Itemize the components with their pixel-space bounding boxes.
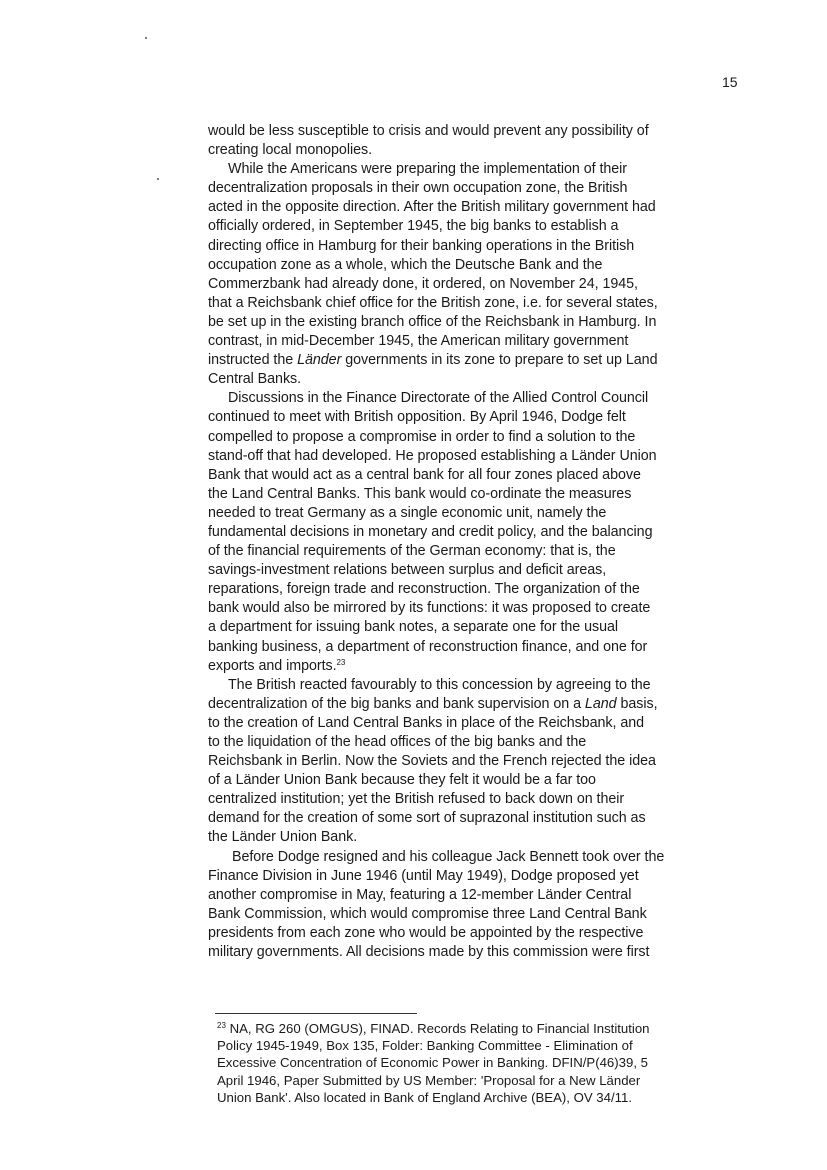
text-segment: decentralization of the big banks and bank supervision on a xyxy=(208,695,585,712)
text-line: Discussions in the Finance Directorate of the Allied Control Council xyxy=(228,390,649,407)
footnote-line: April 1946, Paper Submitted by US Member: 'Proposal for a New Länder xyxy=(217,1072,641,1088)
text-line: contrast, in mid-December 1945, the American military government xyxy=(208,333,629,350)
text-line: would be less susceptible to crisis and would prevent any possibility of xyxy=(208,123,649,139)
footnote-line xyxy=(217,1020,737,1037)
paragraph-3 xyxy=(208,389,753,675)
body-text xyxy=(208,122,753,962)
text-line-with-italic xyxy=(208,351,753,370)
text-line: Commerzbank had already done, it ordered, on November 24, 1945, xyxy=(208,275,638,292)
text-line: bank would also be mirrored by its functions: it was proposed to create xyxy=(208,600,651,617)
text-segment: basis, xyxy=(616,695,658,712)
text-segment: exports and imports. xyxy=(208,657,337,674)
text-line: that a Reichsbank chief office for the British zone, i.e. for several states, xyxy=(208,294,658,311)
text-segment: governments in its zone to prepare to set up Land xyxy=(341,352,658,369)
text-line: centralized institution; yet the British refused to back down on their xyxy=(208,791,625,808)
scan-speck xyxy=(157,178,159,180)
text-line: continued to meet with British opposition. By April 1946, Dodge felt xyxy=(208,409,626,426)
footnote-number: 23 xyxy=(217,1021,226,1030)
text-line: savings-investment relations between surplus and deficit areas, xyxy=(208,562,607,579)
footnote-separator xyxy=(215,1013,417,1014)
text-line: another compromise in May, featuring a 12-member Länder Central xyxy=(208,886,632,903)
text-line: to the liquidation of the head offices of the big banks and the xyxy=(208,734,587,750)
italic-term: Land xyxy=(584,695,617,712)
text-line: stand-off that had developed. He proposed establishing a Länder Union xyxy=(208,447,657,464)
text-line-with-footnote-ref xyxy=(208,657,753,676)
text-line: reparations, foreign trade and reconstruction. The organization of the xyxy=(208,581,640,598)
paragraph-4 xyxy=(208,676,753,848)
text-line: to the creation of Land Central Banks in place of the Reichsbank, and xyxy=(208,714,645,731)
text-line: Bank that would act as a central bank for all four zones placed above xyxy=(208,466,641,483)
scan-speck xyxy=(145,37,147,39)
footnote-reference[interactable]: 23 xyxy=(336,657,346,667)
text-line: Central Banks. xyxy=(208,371,302,388)
text-line: the Land Central Banks. This bank would co-ordinate the measures xyxy=(208,485,632,502)
paragraph-2 xyxy=(208,160,753,389)
text-line: demand for the creation of some sort of suprazonal institution such as xyxy=(208,810,646,827)
text-line: banking business, a department of reconstruction finance, and one for xyxy=(208,638,648,655)
footnote-line: Policy 1945-1949, Box 135, Folder: Banking Committee - Elimination of xyxy=(217,1038,633,1054)
text-line: the Länder Union Bank. xyxy=(208,829,358,846)
footnote-line: Excessive Concentration of Economic Power in Banking. DFIN/P(46)39, 5 xyxy=(217,1055,648,1071)
text-line: be set up in the existing branch office of the Reichsbank in Hamburg. In xyxy=(208,313,657,330)
text-line: Bank Commission, which would compromise three Land Central Bank xyxy=(208,905,647,922)
text-line: of a Länder Union Bank because they felt it would be a far too xyxy=(208,772,596,789)
text-line: directing office in Hamburg for their banking operations in the British xyxy=(208,237,635,254)
text-line: Finance Division in June 1946 (until May 1949), Dodge proposed yet xyxy=(208,867,639,884)
text-line: officially ordered, in September 1945, the big banks to establish a xyxy=(208,218,619,235)
italic-term: Länder xyxy=(297,352,342,369)
text-line: acted in the opposite direction. After the British military government had xyxy=(208,199,656,216)
paragraph-5 xyxy=(208,848,753,963)
text-line: Before Dodge resigned and his colleague Jack Bennett took over the xyxy=(232,848,665,865)
text-line: creating local monopolies. xyxy=(208,142,373,159)
text-line: needed to treat Germany as a single economic unit, namely the xyxy=(208,504,607,521)
paragraph-1 xyxy=(208,122,753,160)
text-line-with-italic xyxy=(208,695,753,714)
text-line: military governments. All decisions made by this commission were first xyxy=(208,944,650,961)
text-line: While the Americans were preparing the implementation of their xyxy=(228,161,628,178)
text-line: compelled to propose a compromise in order to find a solution to the xyxy=(208,428,636,445)
text-segment: NA, RG 260 (OMGUS), FINAD. Records Relating to Financial Institution xyxy=(225,1021,650,1036)
text-line: presidents from each zone who would be appointed by the respective xyxy=(208,924,644,941)
text-segment: instructed the xyxy=(208,352,298,369)
text-line: The British reacted favourably to this concession by agreeing to the xyxy=(228,676,651,693)
footnote-line: Union Bank'. Also located in Bank of England Archive (BEA), OV 34/11. xyxy=(217,1089,632,1105)
text-line: fundamental decisions in monetary and credit policy, and the balancing xyxy=(208,523,653,540)
text-line: a department for issuing bank notes, a separate one for the usual xyxy=(208,619,619,636)
text-line: decentralization proposals in their own occupation zone, the British xyxy=(208,180,628,197)
text-line: of the financial requirements of the German economy: that is, the xyxy=(208,543,616,560)
text-line: Reichsbank in Berlin. Now the Soviets and the French rejected the idea xyxy=(208,753,656,770)
text-line: occupation zone as a whole, which the Deutsche Bank and the xyxy=(208,256,603,273)
footnote xyxy=(217,1020,737,1106)
page-number: 15 xyxy=(722,74,738,90)
